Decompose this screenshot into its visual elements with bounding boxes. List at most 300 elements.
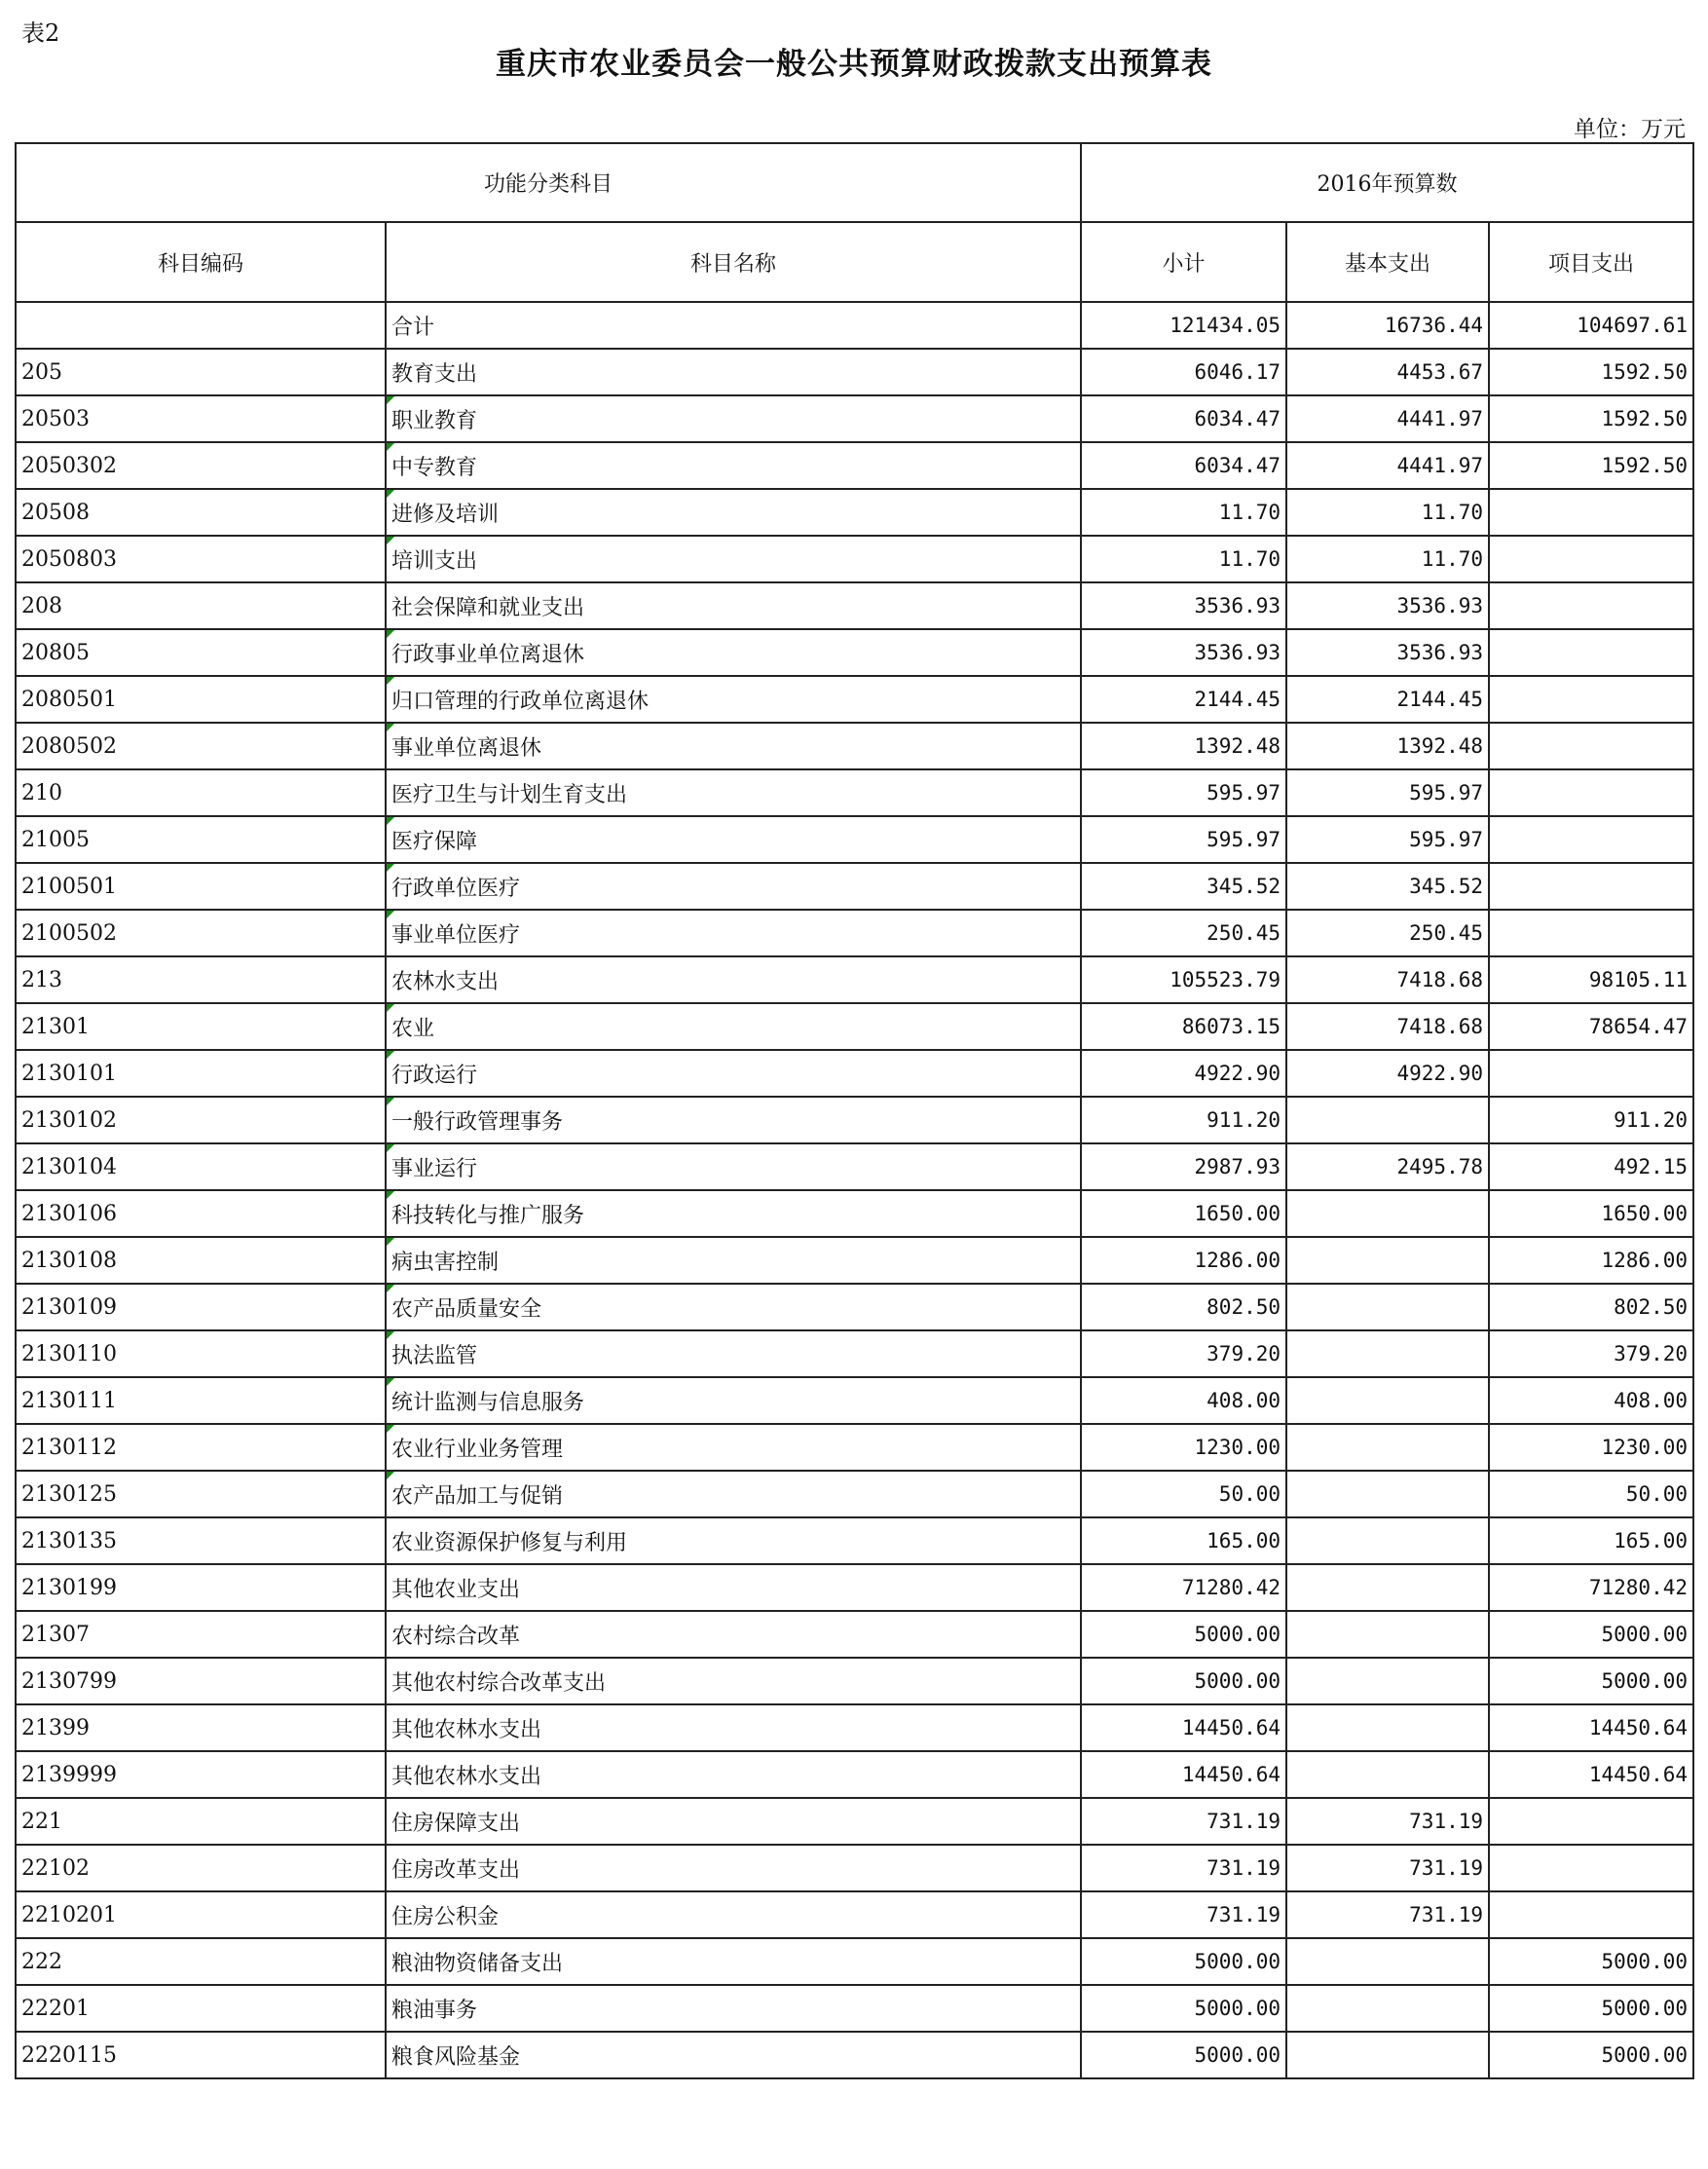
subtotal-cell: 4922.90 bbox=[1081, 1050, 1286, 1097]
cell-comment-marker-icon bbox=[387, 1378, 394, 1386]
table-row bbox=[16, 1891, 1693, 1938]
subject-name-text: 农产品质量安全 bbox=[391, 1296, 542, 1322]
subject-name-cell bbox=[386, 395, 1081, 442]
table-row bbox=[16, 1471, 1693, 1517]
subject-name-cell bbox=[386, 863, 1081, 910]
subject-code-cell: 21399 bbox=[16, 1704, 386, 1751]
cell-comment-marker-icon bbox=[387, 443, 394, 451]
subject-name-cell bbox=[386, 1003, 1081, 1050]
subtotal-cell: 5000.00 bbox=[1081, 1985, 1286, 2032]
project-expense-cell: 802.50 bbox=[1489, 1284, 1693, 1330]
subject-code-cell: 2130104 bbox=[16, 1143, 386, 1190]
document-title: 重庆市农业委员会一般公共预算财政拨款支出预算表 bbox=[496, 47, 1212, 82]
table-row bbox=[16, 629, 1693, 676]
header-row-2 bbox=[16, 222, 1693, 302]
subject-code-cell: 2100501 bbox=[16, 863, 386, 910]
subtotal-cell: 14450.64 bbox=[1081, 1751, 1286, 1798]
subtotal-cell: 71280.42 bbox=[1081, 1564, 1286, 1611]
cell-comment-marker-icon bbox=[387, 911, 394, 918]
subtotal-cell: 2987.93 bbox=[1081, 1143, 1286, 1190]
subject-name-cell bbox=[386, 1798, 1081, 1845]
header-row-1 bbox=[16, 143, 1693, 222]
table-row bbox=[16, 1611, 1693, 1658]
project-expense-cell bbox=[1489, 863, 1693, 910]
basic-expense-cell: 731.19 bbox=[1286, 1845, 1489, 1891]
project-expense-cell: 14450.64 bbox=[1489, 1704, 1693, 1751]
basic-expense-cell bbox=[1286, 1284, 1489, 1330]
subtotal-cell: 250.45 bbox=[1081, 910, 1286, 956]
basic-expense-cell: 4922.90 bbox=[1286, 1050, 1489, 1097]
subject-name-text: 社会保障和就业支出 bbox=[391, 595, 585, 620]
subject-name-text: 归口管理的行政单位离退休 bbox=[391, 689, 650, 714]
subject-code-cell: 222 bbox=[16, 1938, 386, 1985]
table-row bbox=[16, 1985, 1693, 2032]
table-row bbox=[16, 1798, 1693, 1845]
subject-name-cell bbox=[386, 1424, 1081, 1471]
subtotal-cell: 121434.05 bbox=[1081, 302, 1286, 349]
subject-name-text: 统计监测与信息服务 bbox=[391, 1390, 585, 1415]
cell-comment-marker-icon bbox=[387, 1004, 394, 1012]
project-expense-cell: 1286.00 bbox=[1489, 1237, 1693, 1284]
table-row bbox=[16, 1751, 1693, 1798]
project-expense-cell: 71280.42 bbox=[1489, 1564, 1693, 1611]
subject-name-cell bbox=[386, 1097, 1081, 1143]
subject-code-cell: 21005 bbox=[16, 816, 386, 863]
subject-name-text: 住房改革支出 bbox=[391, 1857, 521, 1883]
subject-name-text: 教育支出 bbox=[391, 361, 478, 387]
basic-expense-cell: 595.97 bbox=[1286, 816, 1489, 863]
subtotal-cell: 408.00 bbox=[1081, 1377, 1286, 1424]
project-expense-cell: 1592.50 bbox=[1489, 442, 1693, 489]
subject-name-cell bbox=[386, 816, 1081, 863]
subject-name-cell bbox=[386, 1143, 1081, 1190]
subtotal-cell: 3536.93 bbox=[1081, 582, 1286, 629]
table-row bbox=[16, 1704, 1693, 1751]
subject-code-cell: 2050803 bbox=[16, 536, 386, 582]
subtotal-cell: 2144.45 bbox=[1081, 676, 1286, 723]
project-expense-cell bbox=[1489, 769, 1693, 816]
subject-name-text: 中专教育 bbox=[391, 455, 478, 480]
project-expense-cell: 14450.64 bbox=[1489, 1751, 1693, 1798]
subject-code-cell: 20503 bbox=[16, 395, 386, 442]
subtotal-cell: 3536.93 bbox=[1081, 629, 1286, 676]
cell-comment-marker-icon bbox=[387, 396, 394, 404]
subject-code-cell: 2139999 bbox=[16, 1751, 386, 1798]
budget-table bbox=[15, 142, 1694, 2079]
table-row bbox=[16, 863, 1693, 910]
table-row bbox=[16, 302, 1693, 349]
project-expense-cell bbox=[1489, 816, 1693, 863]
subject-name-text: 事业单位离退休 bbox=[391, 735, 542, 761]
project-expense-cell bbox=[1489, 1891, 1693, 1938]
project-expense-cell: 379.20 bbox=[1489, 1330, 1693, 1377]
subject-name-cell bbox=[386, 1704, 1081, 1751]
basic-expense-cell: 7418.68 bbox=[1286, 1003, 1489, 1050]
project-expense-cell: 98105.11 bbox=[1489, 956, 1693, 1003]
basic-expense-cell bbox=[1286, 1751, 1489, 1798]
subject-code-cell: 21301 bbox=[16, 1003, 386, 1050]
unit-label: 单位：万元 bbox=[1574, 117, 1686, 142]
project-expense-cell: 1650.00 bbox=[1489, 1190, 1693, 1237]
subject-code-cell: 22102 bbox=[16, 1845, 386, 1891]
basic-expense-cell: 3536.93 bbox=[1286, 582, 1489, 629]
subject-name-cell bbox=[386, 1471, 1081, 1517]
name-header: 科目名称 bbox=[386, 222, 1081, 302]
table-row bbox=[16, 816, 1693, 863]
subtotal-cell: 105523.79 bbox=[1081, 956, 1286, 1003]
table-row bbox=[16, 1845, 1693, 1891]
code-header: 科目编码 bbox=[16, 222, 386, 302]
subject-name-cell bbox=[386, 1845, 1081, 1891]
subject-code-cell: 2080502 bbox=[16, 723, 386, 769]
project-expense-cell bbox=[1489, 676, 1693, 723]
subject-name-cell bbox=[386, 629, 1081, 676]
subject-name-cell bbox=[386, 582, 1081, 629]
basic-expense-cell bbox=[1286, 1611, 1489, 1658]
subject-code-cell: 2130110 bbox=[16, 1330, 386, 1377]
cell-comment-marker-icon bbox=[387, 1098, 394, 1105]
subject-name-text: 行政运行 bbox=[391, 1063, 478, 1088]
subject-name-text: 农产品加工与促销 bbox=[391, 1483, 564, 1509]
function-class-header: 功能分类科目 bbox=[16, 143, 1081, 222]
subject-code-cell: 2130111 bbox=[16, 1377, 386, 1424]
basic-expense-cell: 4441.97 bbox=[1286, 395, 1489, 442]
cell-comment-marker-icon bbox=[387, 537, 394, 544]
table-row bbox=[16, 1097, 1693, 1143]
basic-header: 基本支出 bbox=[1286, 222, 1489, 302]
cell-comment-marker-icon bbox=[387, 864, 394, 872]
subject-name-text: 医疗卫生与计划生育支出 bbox=[391, 782, 628, 807]
budget-year-header: 2016年预算数 bbox=[1081, 143, 1693, 222]
cell-comment-marker-icon bbox=[387, 724, 394, 731]
subject-code-cell: 221 bbox=[16, 1798, 386, 1845]
subject-name-cell bbox=[386, 1237, 1081, 1284]
basic-expense-cell bbox=[1286, 1985, 1489, 2032]
subject-name-text: 执法监管 bbox=[391, 1343, 478, 1368]
subtotal-cell: 5000.00 bbox=[1081, 1611, 1286, 1658]
cell-comment-marker-icon bbox=[387, 1051, 394, 1059]
subject-name-cell bbox=[386, 1658, 1081, 1704]
basic-expense-cell: 16736.44 bbox=[1286, 302, 1489, 349]
table-row bbox=[16, 956, 1693, 1003]
subject-name-text: 粮食风险基金 bbox=[391, 2044, 521, 2070]
cell-comment-marker-icon bbox=[387, 490, 394, 498]
table-row bbox=[16, 1377, 1693, 1424]
subtotal-cell: 802.50 bbox=[1081, 1284, 1286, 1330]
subject-name-cell bbox=[386, 1564, 1081, 1611]
subject-name-text: 农业 bbox=[391, 1016, 435, 1041]
subject-code-cell: 2130109 bbox=[16, 1284, 386, 1330]
subject-name-text: 科技转化与推广服务 bbox=[391, 1203, 585, 1228]
table-row bbox=[16, 1190, 1693, 1237]
basic-expense-cell: 250.45 bbox=[1286, 910, 1489, 956]
subject-name-cell bbox=[386, 1751, 1081, 1798]
project-expense-cell: 104697.61 bbox=[1489, 302, 1693, 349]
subject-code-cell: 2130112 bbox=[16, 1424, 386, 1471]
subtotal-cell: 11.70 bbox=[1081, 489, 1286, 536]
subject-code-cell bbox=[16, 302, 386, 349]
subject-code-cell: 2130125 bbox=[16, 1471, 386, 1517]
table-row bbox=[16, 1938, 1693, 1985]
subject-code-cell: 2130135 bbox=[16, 1517, 386, 1564]
table-row bbox=[16, 1284, 1693, 1330]
subtotal-cell: 345.52 bbox=[1081, 863, 1286, 910]
subject-name-cell bbox=[386, 2032, 1081, 2078]
subject-code-cell: 21307 bbox=[16, 1611, 386, 1658]
subject-name-text: 粮油事务 bbox=[391, 1998, 478, 2023]
basic-expense-cell: 3536.93 bbox=[1286, 629, 1489, 676]
cell-comment-marker-icon bbox=[387, 1425, 394, 1433]
subject-name-cell bbox=[386, 1190, 1081, 1237]
subject-name-text: 培训支出 bbox=[391, 548, 478, 574]
subject-name-cell bbox=[386, 1611, 1081, 1658]
cell-comment-marker-icon bbox=[387, 1331, 394, 1339]
table-row bbox=[16, 349, 1693, 395]
basic-expense-cell: 11.70 bbox=[1286, 536, 1489, 582]
subject-code-cell: 208 bbox=[16, 582, 386, 629]
subtotal-cell: 5000.00 bbox=[1081, 2032, 1286, 2078]
cell-comment-marker-icon bbox=[387, 1238, 394, 1246]
subject-code-cell: 2210201 bbox=[16, 1891, 386, 1938]
subject-name-cell bbox=[386, 536, 1081, 582]
cell-comment-marker-icon bbox=[387, 817, 394, 825]
subject-name-cell bbox=[386, 956, 1081, 1003]
subject-code-cell: 2220115 bbox=[16, 2032, 386, 2078]
subtotal-cell: 6034.47 bbox=[1081, 442, 1286, 489]
subject-name-text: 农业资源保护修复与利用 bbox=[391, 1530, 628, 1555]
subject-code-cell: 2130106 bbox=[16, 1190, 386, 1237]
table-row bbox=[16, 582, 1693, 629]
subtotal-cell: 6034.47 bbox=[1081, 395, 1286, 442]
subtotal-cell: 1286.00 bbox=[1081, 1237, 1286, 1284]
subject-name-text: 行政单位医疗 bbox=[391, 876, 521, 901]
table-number: 表2 bbox=[21, 19, 60, 47]
subtotal-cell: 5000.00 bbox=[1081, 1658, 1286, 1704]
table-row bbox=[16, 1003, 1693, 1050]
subject-name-cell bbox=[386, 910, 1081, 956]
project-expense-cell bbox=[1489, 1845, 1693, 1891]
subject-name-cell bbox=[386, 489, 1081, 536]
subject-name-text: 农业行业业务管理 bbox=[391, 1437, 564, 1462]
subject-name-text: 行政事业单位离退休 bbox=[391, 642, 585, 667]
subtotal-cell: 595.97 bbox=[1081, 769, 1286, 816]
subtotal-cell: 379.20 bbox=[1081, 1330, 1286, 1377]
project-expense-cell: 5000.00 bbox=[1489, 1611, 1693, 1658]
basic-expense-cell bbox=[1286, 1190, 1489, 1237]
subject-name-text: 其他农业支出 bbox=[391, 1577, 521, 1602]
subject-name-cell bbox=[386, 1050, 1081, 1097]
subtotal-cell: 731.19 bbox=[1081, 1891, 1286, 1938]
basic-expense-cell: 4441.97 bbox=[1286, 442, 1489, 489]
basic-expense-cell: 1392.48 bbox=[1286, 723, 1489, 769]
subject-name-cell bbox=[386, 442, 1081, 489]
subject-name-text: 其他农村综合改革支出 bbox=[391, 1670, 607, 1696]
project-expense-cell bbox=[1489, 723, 1693, 769]
project-expense-cell bbox=[1489, 489, 1693, 536]
project-expense-cell bbox=[1489, 910, 1693, 956]
subject-name-text: 住房保障支出 bbox=[391, 1811, 521, 1836]
basic-expense-cell bbox=[1286, 1424, 1489, 1471]
table-row bbox=[16, 1050, 1693, 1097]
subject-code-cell: 2100502 bbox=[16, 910, 386, 956]
basic-expense-cell bbox=[1286, 1097, 1489, 1143]
subject-name-text: 事业单位医疗 bbox=[391, 922, 521, 948]
cell-comment-marker-icon bbox=[387, 677, 394, 685]
basic-expense-cell: 7418.68 bbox=[1286, 956, 1489, 1003]
cell-comment-marker-icon bbox=[387, 1472, 394, 1479]
subject-name-cell bbox=[386, 769, 1081, 816]
subject-code-cell: 2130799 bbox=[16, 1658, 386, 1704]
basic-expense-cell bbox=[1286, 1704, 1489, 1751]
basic-expense-cell bbox=[1286, 1938, 1489, 1985]
subtotal-cell: 731.19 bbox=[1081, 1845, 1286, 1891]
table-row bbox=[16, 1564, 1693, 1611]
subject-code-cell: 2080501 bbox=[16, 676, 386, 723]
cell-comment-marker-icon bbox=[387, 1285, 394, 1292]
subject-name-text: 住房公积金 bbox=[391, 1904, 500, 1929]
subject-code-cell: 213 bbox=[16, 956, 386, 1003]
basic-expense-cell bbox=[1286, 1377, 1489, 1424]
subject-name-text: 农林水支出 bbox=[391, 969, 500, 994]
subject-name-cell bbox=[386, 1938, 1081, 1985]
subject-name-text: 粮油物资储备支出 bbox=[391, 1951, 564, 1976]
project-expense-cell: 1230.00 bbox=[1489, 1424, 1693, 1471]
subtotal-cell: 50.00 bbox=[1081, 1471, 1286, 1517]
project-expense-cell bbox=[1489, 1050, 1693, 1097]
subject-code-cell: 22201 bbox=[16, 1985, 386, 2032]
subtotal-cell: 595.97 bbox=[1081, 816, 1286, 863]
subject-code-cell: 205 bbox=[16, 349, 386, 395]
project-expense-cell: 5000.00 bbox=[1489, 1985, 1693, 2032]
project-expense-cell: 165.00 bbox=[1489, 1517, 1693, 1564]
subject-code-cell: 2130108 bbox=[16, 1237, 386, 1284]
project-expense-cell: 5000.00 bbox=[1489, 1938, 1693, 1985]
subtotal-cell: 1650.00 bbox=[1081, 1190, 1286, 1237]
subtotal-cell: 5000.00 bbox=[1081, 1938, 1286, 1985]
project-expense-cell: 1592.50 bbox=[1489, 395, 1693, 442]
subject-code-cell: 20508 bbox=[16, 489, 386, 536]
subtotal-cell: 911.20 bbox=[1081, 1097, 1286, 1143]
subject-name-text: 其他农林水支出 bbox=[391, 1764, 542, 1789]
basic-expense-cell bbox=[1286, 1330, 1489, 1377]
subject-name-cell bbox=[386, 1330, 1081, 1377]
project-expense-cell bbox=[1489, 629, 1693, 676]
subtotal-cell: 165.00 bbox=[1081, 1517, 1286, 1564]
table-row bbox=[16, 910, 1693, 956]
subtotal-cell: 1392.48 bbox=[1081, 723, 1286, 769]
project-expense-cell bbox=[1489, 1798, 1693, 1845]
subtotal-cell: 6046.17 bbox=[1081, 349, 1286, 395]
subject-name-text: 职业教育 bbox=[391, 408, 478, 433]
project-expense-cell bbox=[1489, 536, 1693, 582]
subject-code-cell: 2050302 bbox=[16, 442, 386, 489]
project-expense-cell: 492.15 bbox=[1489, 1143, 1693, 1190]
table-row bbox=[16, 1143, 1693, 1190]
subject-name-cell bbox=[386, 1517, 1081, 1564]
basic-expense-cell: 345.52 bbox=[1286, 863, 1489, 910]
subject-name-cell bbox=[386, 1377, 1081, 1424]
project-expense-cell: 78654.47 bbox=[1489, 1003, 1693, 1050]
project-expense-cell: 911.20 bbox=[1489, 1097, 1693, 1143]
subject-name-cell bbox=[386, 1985, 1081, 2032]
subtotal-header: 小计 bbox=[1081, 222, 1286, 302]
subject-name-text: 一般行政管理事务 bbox=[391, 1109, 564, 1135]
table-row bbox=[16, 395, 1693, 442]
table-row bbox=[16, 536, 1693, 582]
table-row bbox=[16, 1330, 1693, 1377]
basic-expense-cell bbox=[1286, 2032, 1489, 2078]
subtotal-cell: 86073.15 bbox=[1081, 1003, 1286, 1050]
subject-name-cell bbox=[386, 1284, 1081, 1330]
subtotal-cell: 731.19 bbox=[1081, 1798, 1286, 1845]
project-header: 项目支出 bbox=[1489, 222, 1693, 302]
subject-code-cell: 20805 bbox=[16, 629, 386, 676]
basic-expense-cell: 4453.67 bbox=[1286, 349, 1489, 395]
cell-comment-marker-icon bbox=[387, 1144, 394, 1152]
table-row bbox=[16, 1237, 1693, 1284]
subject-code-cell: 210 bbox=[16, 769, 386, 816]
table-row bbox=[16, 442, 1693, 489]
subject-name-cell bbox=[386, 676, 1081, 723]
subject-name-text: 医疗保障 bbox=[391, 829, 478, 854]
basic-expense-cell: 595.97 bbox=[1286, 769, 1489, 816]
basic-expense-cell bbox=[1286, 1564, 1489, 1611]
basic-expense-cell bbox=[1286, 1471, 1489, 1517]
subject-name-text: 事业运行 bbox=[391, 1156, 478, 1181]
table-row bbox=[16, 1517, 1693, 1564]
table-row bbox=[16, 1658, 1693, 1704]
project-expense-cell: 5000.00 bbox=[1489, 2032, 1693, 2078]
subject-name-cell bbox=[386, 1891, 1081, 1938]
basic-expense-cell bbox=[1286, 1237, 1489, 1284]
table-body bbox=[16, 302, 1693, 2078]
table-row bbox=[16, 1424, 1693, 1471]
subtotal-cell: 1230.00 bbox=[1081, 1424, 1286, 1471]
table-row bbox=[16, 489, 1693, 536]
subject-name-cell bbox=[386, 302, 1081, 349]
subject-code-cell: 2130199 bbox=[16, 1564, 386, 1611]
basic-expense-cell: 11.70 bbox=[1286, 489, 1489, 536]
subject-name-cell bbox=[386, 723, 1081, 769]
cell-comment-marker-icon bbox=[387, 1191, 394, 1199]
table-row bbox=[16, 676, 1693, 723]
subject-name-cell bbox=[386, 349, 1081, 395]
basic-expense-cell bbox=[1286, 1658, 1489, 1704]
cell-comment-marker-icon bbox=[387, 630, 394, 638]
project-expense-cell: 5000.00 bbox=[1489, 1658, 1693, 1704]
subject-code-cell: 2130102 bbox=[16, 1097, 386, 1143]
basic-expense-cell: 731.19 bbox=[1286, 1798, 1489, 1845]
subject-name-text: 合计 bbox=[391, 315, 435, 340]
subtotal-cell: 14450.64 bbox=[1081, 1704, 1286, 1751]
subject-name-text: 农村综合改革 bbox=[391, 1624, 521, 1649]
table-row bbox=[16, 723, 1693, 769]
basic-expense-cell: 731.19 bbox=[1286, 1891, 1489, 1938]
project-expense-cell: 1592.50 bbox=[1489, 349, 1693, 395]
project-expense-cell: 50.00 bbox=[1489, 1471, 1693, 1517]
table-row bbox=[16, 769, 1693, 816]
subject-name-text: 进修及培训 bbox=[391, 502, 500, 527]
basic-expense-cell bbox=[1286, 1517, 1489, 1564]
subject-name-text: 其他农林水支出 bbox=[391, 1717, 542, 1742]
basic-expense-cell: 2144.45 bbox=[1286, 676, 1489, 723]
project-expense-cell bbox=[1489, 582, 1693, 629]
subtotal-cell: 11.70 bbox=[1081, 536, 1286, 582]
subject-name-text: 病虫害控制 bbox=[391, 1250, 500, 1275]
table-row bbox=[16, 2032, 1693, 2078]
basic-expense-cell: 2495.78 bbox=[1286, 1143, 1489, 1190]
project-expense-cell: 408.00 bbox=[1489, 1377, 1693, 1424]
